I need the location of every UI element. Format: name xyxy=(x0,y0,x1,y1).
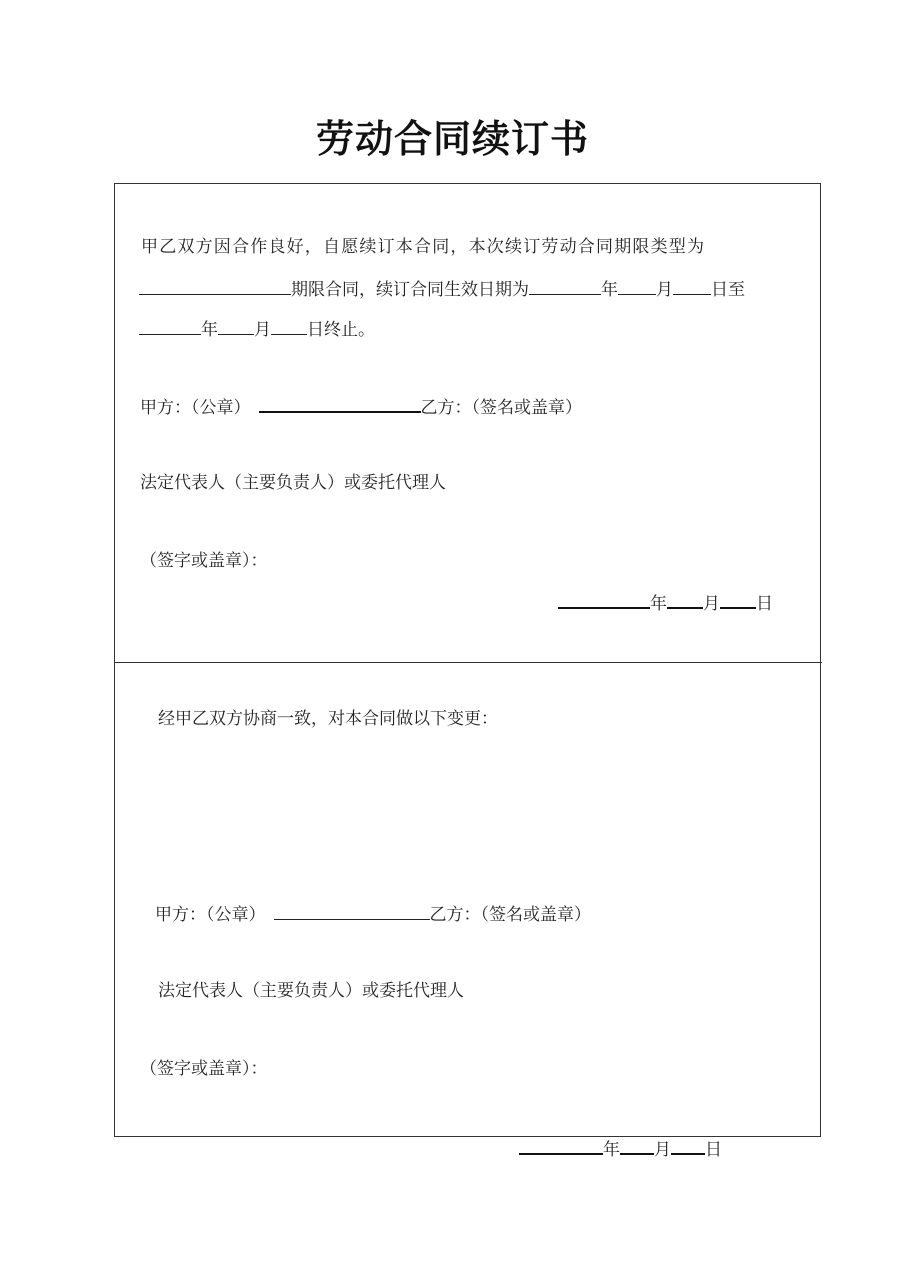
sign-month-blank[interactable] xyxy=(667,589,703,609)
start-day-to-label: 日至 xyxy=(711,280,745,300)
change-sign-year-blank[interactable] xyxy=(519,1135,603,1155)
signature-parties-line xyxy=(140,393,582,420)
change-intro-line: 经甲乙双方协商一致，对本合同做以下变更： xyxy=(158,709,498,729)
party-b-label: 乙方：（签名或盖章） xyxy=(420,398,582,418)
sign-day-blank[interactable] xyxy=(720,589,756,609)
renewal-paragraph-line-3 xyxy=(139,316,375,342)
party-a-label: 甲方：（公章） xyxy=(140,398,251,418)
term-type-blank[interactable] xyxy=(139,276,291,295)
renewal-paragraph-line-2 xyxy=(139,276,745,302)
change-sign-seal-line: （签字或盖章）： xyxy=(140,1059,268,1079)
change-sign-month-blank[interactable] xyxy=(620,1135,654,1155)
sign-year-label: 年 xyxy=(650,594,667,614)
change-party-a-label: 甲方：（公章） xyxy=(155,905,266,925)
renewal-paragraph-line-1 xyxy=(141,235,705,259)
change-party-a-seal-blank[interactable] xyxy=(274,901,430,920)
end-day-label: 日终止。 xyxy=(307,320,375,340)
sign-seal-line: （签字或盖章）： xyxy=(140,551,268,571)
legal-rep-line: 法定代表人（主要负责人）或委托代理人 xyxy=(140,473,446,493)
change-party-b-label: 乙方：（签名或盖章） xyxy=(429,905,591,925)
change-sign-month-label: 月 xyxy=(654,1140,671,1160)
section-divider xyxy=(114,662,822,663)
sign-date-line xyxy=(558,589,773,616)
change-sign-day-label: 日 xyxy=(705,1140,722,1160)
party-a-seal-blank[interactable] xyxy=(259,393,421,413)
sign-day-label: 日 xyxy=(756,594,773,614)
change-sign-date-line xyxy=(519,1135,722,1162)
sign-year-blank[interactable] xyxy=(558,589,650,609)
end-month-blank[interactable] xyxy=(218,316,254,335)
end-day-blank[interactable] xyxy=(271,316,307,335)
term-text: 期限合同，续订合同生效日期为 xyxy=(291,280,529,300)
document-title: 劳动合同续订书 xyxy=(315,117,589,161)
change-sign-year-label: 年 xyxy=(603,1140,620,1160)
renewal-intro-text: 甲乙双方因合作良好，自愿续订本合同，本次续订劳动合同期限类型为 xyxy=(141,237,706,257)
change-sign-day-blank[interactable] xyxy=(671,1135,705,1155)
sign-month-label: 月 xyxy=(703,594,720,614)
change-legal-rep-line: 法定代表人（主要负责人）或委托代理人 xyxy=(158,981,464,1001)
start-year-blank[interactable] xyxy=(529,276,601,295)
start-month-label: 月 xyxy=(656,280,673,300)
start-month-blank[interactable] xyxy=(618,276,656,295)
start-year-label: 年 xyxy=(601,280,618,300)
change-signature-parties-line xyxy=(155,901,591,927)
start-day-blank[interactable] xyxy=(673,276,711,295)
end-year-blank[interactable] xyxy=(139,316,201,335)
end-month-label: 月 xyxy=(254,320,271,340)
end-year-label: 年 xyxy=(201,320,218,340)
